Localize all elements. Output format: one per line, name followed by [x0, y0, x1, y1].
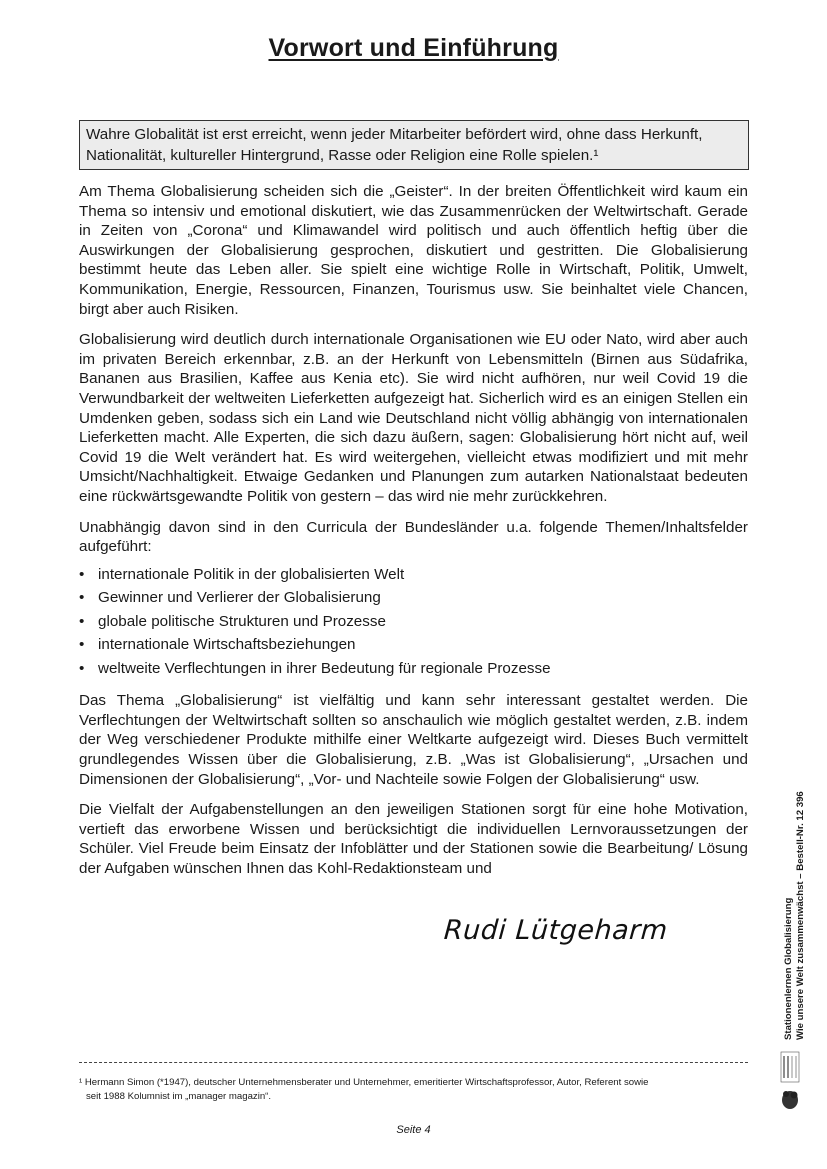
list-item-text: internationale Wirtschaftsbeziehungen — [98, 636, 356, 654]
paragraph-4: Das Thema „Globalisierung“ ist vielfältig und kann sehr interessant gestaltet werden. Die Verflechtungen der Weltwirtschaft sollten so anschaulich wie möglich gestaltet werden, z.B. indem der Weg verschiedener Produkte mithilfe einer Weltkarte aufgezeigt wird. Dieses Buch vermittelt grundlegendes Wissen über die Globalisierung, z.B. „Was ist Globalisierung“, „Ursachen und Dimensionen der Globalisierung“, „Vor- und Nachteile sowie Folgen der Globalisierung“ usw. — [79, 692, 748, 788]
list-item-text: internationale Politik in der globalisierten Welt — [98, 565, 405, 583]
list-item — [79, 657, 748, 681]
list-item-text: Gewinner und Verlierer der Globalisierung — [98, 589, 381, 607]
paragraph-1: Am Thema Globalisierung scheiden sich die „Geister“. In der breiten Öffentlichkeit wird kaum ein Thema so intensiv und emotional diskutiert, wie das Zusammenrücken der Weltwirtschaft. Gerade in Zeiten von „Corona“ und Klimawandel wird politisch und auch öffentlich heftig über die Auswirkungen der Globalisierung gesprochen, diskutiert und gestritten. Die Globalisierung bestimmt heute das Leben aller. Sie spielt eine wichtige Rolle in Wirtschaft, Politik, Umwelt, Kommunikation, Energie, Ressourcen, Finanzen, Tourismus usw. Sie beinhaltet viele Chancen, birgt aber auch Risiken. — [79, 183, 748, 318]
paragraph-2: Globalisierung wird deutlich durch internationale Organisationen wie EU oder Nato, wird aber auch im privaten Bereich erkennbar, z.B. an der Herkunft von Lebensmitteln (Birnen aus Südafrika, Bananen aus Brasilien, Kaffee aus Kenia etc). Sie wird nicht aufhören, nur weil Covid 19 die Verwundbarkeit der weltweiten Lieferketten aufgezeigt hat. Sicherlich wird es an einigen Stellen ein Umdenken geben, sodass sich ein Land wie Deutschland nicht völlig abhängig von internationalen Lieferketten macht. Alle Experten, die sich dazu äußern, sagen: Globalisierung hört nicht auf, weil Covid 19 die Welt verändert hat. Es wird weitergehen, vielleicht etwas modifiziert und mit mehr Umsicht/Nachhaltigkeit. Etwaige Gedanken und Planungen zum autarken Nationalstaat bedeuten eine rückwärtsgewandte Politik von gestern – das wird nie mehr zurückkehren. — [79, 331, 748, 505]
page-title: Vorwort und Einführung — [268, 34, 559, 62]
main-content — [79, 182, 748, 890]
paragraph-5: Die Vielfalt der Aufgabenstellungen an den jeweiligen Stationen sorgt für eine hohe Motivation, vertieft das erworbene Wissen und berücksichtigt die individuellen Lernvoraussetzungen der Schüler. Viel Freude beim Einsatz der Infoblätter und der Stationen sowie die Bearbeitung/ Lösung der Aufgaben wünschen Ihnen das Kohl-Redaktionsteam und — [79, 801, 748, 877]
side-series-title: Stationenlernen Globalisierung — [783, 897, 794, 1040]
quote-box: Wahre Globalität ist erst erreicht, wenn jeder Mitarbeiter befördert wird, ohne dass Herkunft, Nationalität, kultureller Hintergrund, Rasse oder Religion eine Rolle spielen.¹ — [79, 120, 749, 170]
side-subtitle-order-number: Wie unsere Welt zusammenwächst – Bestell-Nr. 12 396 — [795, 791, 806, 1040]
paragraph-3: Unabhängig davon sind in den Curricula der Bundesländer u.a. folgende Themen/Inhaltsfelder aufgeführt: — [79, 518, 748, 556]
footnote-line: ¹ Hermann Simon (*1947), deutscher Unternehmensberater und Unternehmer, emeritierter Wirtschaftsprofessor, Autor, Referent sowie — [79, 1077, 649, 1088]
bullet-icon: • — [79, 589, 85, 607]
side-publication-info — [783, 760, 807, 1040]
footnote-divider — [79, 1062, 748, 1063]
list-item — [79, 563, 748, 587]
page-number: Seite 4 — [396, 1124, 431, 1136]
publisher-logo-icon — [778, 1050, 802, 1114]
bullet-icon: • — [79, 636, 85, 654]
footnote — [79, 1076, 751, 1104]
signature: Rudi Lütgeharm — [442, 915, 669, 946]
topic-list — [79, 563, 748, 681]
list-item — [79, 633, 748, 657]
list-item-text: globale politische Strukturen und Prozesse — [98, 612, 386, 630]
bullet-icon: • — [79, 565, 85, 583]
list-item-text: weltweite Verflechtungen in ihrer Bedeutung für regionale Prozesse — [98, 659, 551, 677]
bullet-icon: • — [79, 659, 85, 677]
footnote-line: seit 1988 Kolumnist im „manager magazin“. — [86, 1091, 272, 1102]
list-item — [79, 586, 748, 610]
bullet-icon: • — [79, 612, 85, 630]
list-item — [79, 610, 748, 634]
